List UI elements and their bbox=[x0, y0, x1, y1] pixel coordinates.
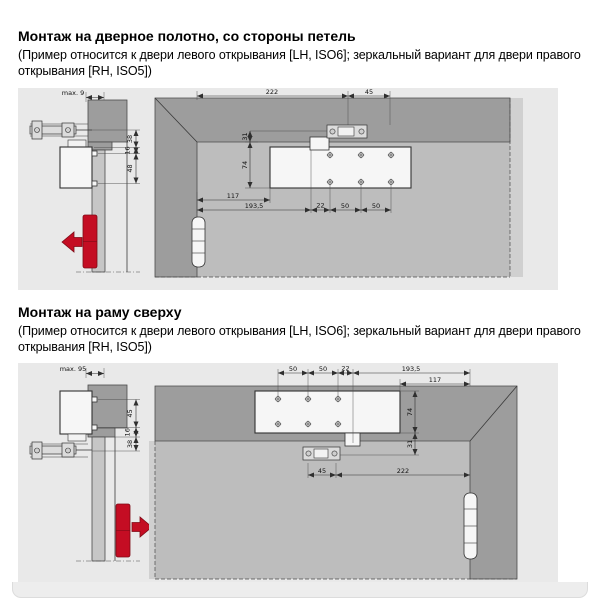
front-view-transom bbox=[149, 365, 517, 580]
section-2-heading: Монтаж на раму сверху bbox=[18, 303, 182, 320]
closer-arm-side bbox=[30, 434, 92, 459]
front-view-door-leaf bbox=[155, 88, 523, 277]
mounting-lug bbox=[92, 181, 97, 186]
diagram-door-leaf-mounting bbox=[18, 88, 558, 290]
mounting-lug bbox=[92, 151, 97, 156]
arm-shoe-assembly bbox=[327, 125, 367, 138]
diagram-1-svg bbox=[18, 88, 558, 290]
hinge bbox=[464, 493, 477, 559]
dim-label-max-depth: max. 9 bbox=[61, 88, 85, 97]
opening-direction-arrow-left bbox=[62, 232, 82, 252]
door-closer-body-side bbox=[60, 391, 92, 434]
dim-label-38: 38 bbox=[126, 440, 134, 449]
dim-label-48: 48 bbox=[126, 163, 134, 173]
side-view-transom bbox=[30, 365, 152, 561]
dim-label-38: 38 bbox=[126, 134, 134, 143]
frame-section bbox=[88, 100, 127, 142]
frame-section bbox=[88, 385, 127, 428]
section-2-description: (Пример относится к двери левого открывания [LH, ISO6]; зеркальный вариант для двери правого открывания [RH, ISO5]) bbox=[18, 323, 581, 354]
arm-bracket bbox=[345, 433, 360, 446]
side-view-door-leaf bbox=[30, 89, 140, 272]
section-1-description: (Пример относится к двери левого открывания [LH, ISO6]; зеркальный вариант для двери правого открывания [RH, ISO5]) bbox=[18, 48, 581, 79]
door-edge-strip bbox=[510, 98, 523, 277]
dim-label-74: 74 bbox=[406, 408, 414, 417]
dim-label-222: 222 bbox=[396, 467, 410, 476]
dim-label-222: 222 bbox=[265, 87, 279, 96]
dim-label-31: 31 bbox=[241, 131, 249, 141]
dim-label-16: 16 bbox=[123, 145, 132, 155]
dim-label-193-5: 193,5 bbox=[244, 201, 264, 210]
door-leaf-front bbox=[155, 441, 470, 579]
diagram-transom-mounting bbox=[18, 363, 558, 585]
dim-label-50b: 50 bbox=[371, 201, 381, 210]
section-1-heading: Монтаж на дверное полотно, со стороны петель bbox=[18, 28, 356, 44]
door-edge-strip bbox=[149, 441, 155, 579]
closer-arm-side bbox=[30, 121, 92, 147]
arm-bracket bbox=[310, 137, 329, 150]
door-closer-body-side bbox=[60, 147, 92, 188]
dim-label-117: 117 bbox=[428, 376, 442, 385]
dim-label-31: 31 bbox=[406, 440, 414, 449]
mounting-lug bbox=[92, 397, 97, 402]
window-bottom-edge bbox=[12, 582, 588, 598]
diagram-2-svg bbox=[18, 363, 558, 585]
dim-label-22: 22 bbox=[341, 364, 350, 373]
dim-label-50a: 50 bbox=[288, 365, 298, 374]
dim-label-193-5: 193,5 bbox=[401, 365, 421, 374]
dim-label-74: 74 bbox=[241, 160, 249, 169]
dim-label-45: 45 bbox=[364, 87, 374, 96]
dim-label-45: 45 bbox=[317, 467, 327, 476]
dim-label-16: 16 bbox=[123, 428, 132, 437]
dim-label-117: 117 bbox=[226, 191, 240, 200]
mounting-lug bbox=[92, 425, 97, 430]
dim-label-22: 22 bbox=[316, 201, 325, 210]
hinge bbox=[192, 217, 205, 267]
dim-label-45: 45 bbox=[126, 409, 134, 418]
dim-label-50b: 50 bbox=[318, 365, 328, 374]
door-leaf-edge bbox=[92, 437, 105, 561]
dim-label-max-depth: max. 95 bbox=[59, 365, 87, 374]
arm-shoe-assembly bbox=[303, 447, 340, 460]
dim-label-50a: 50 bbox=[340, 201, 350, 210]
